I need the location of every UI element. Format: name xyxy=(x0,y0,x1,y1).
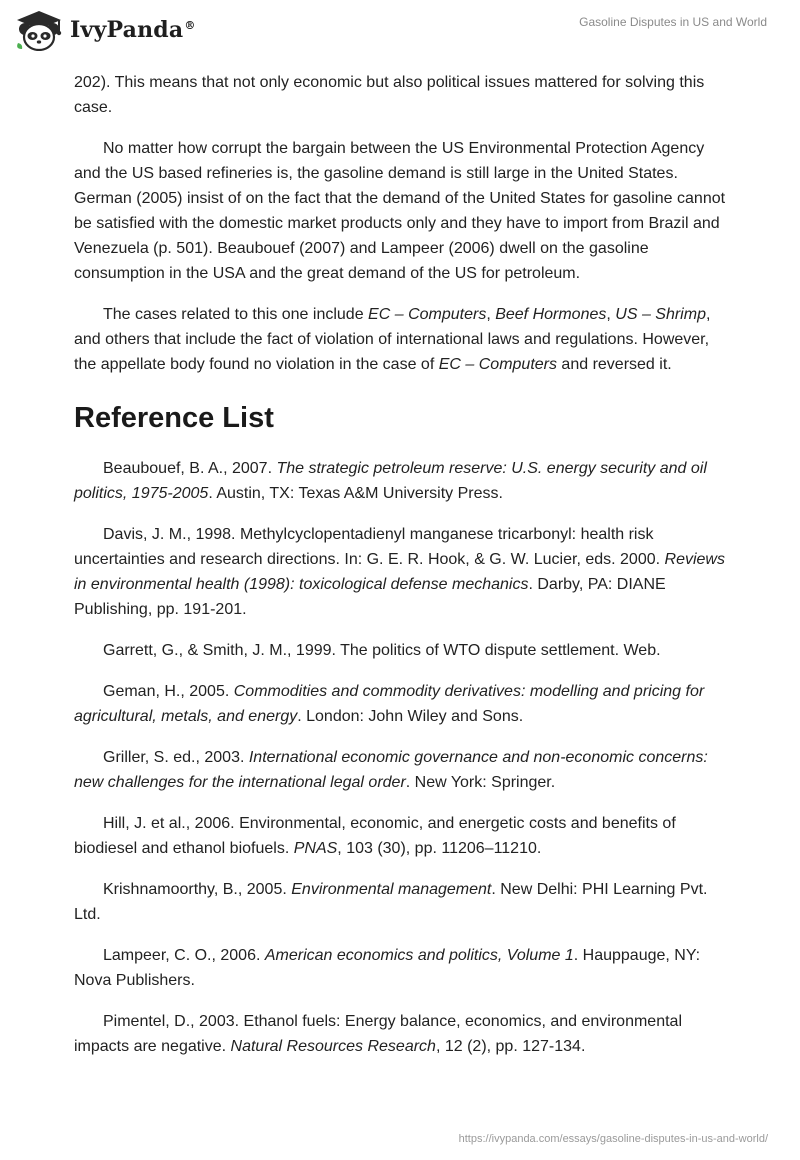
reference-item: Lampeer, C. O., 2006. American economics and politics, Volume 1. Hauppauge, NY: Nova Publishers. xyxy=(74,947,701,989)
page-title: Gasoline Disputes in US and World xyxy=(579,15,767,29)
reference-list-heading: Reference List xyxy=(74,402,274,434)
reference-item: Beaubouef, B. A., 2007. The strategic petroleum reserve: U.S. energy security and oil politics, 1975-2005. Austin, TX: Texas A&M University Press. xyxy=(74,460,707,502)
panda-logo-icon xyxy=(14,9,64,51)
paragraph-2: No matter how corrupt the bargain between the US Environmental Protection Agency and the US based refineries is, the gasoline demand is still large in the United States. German (2005) insist of on the fact that the demand of the United States for gasoline cannot be satisfied with the domestic market products only and they have to import from Brazil and Venezuela (p. 501). Beaubouef (2007) and Lampeer (2006) dwell on the gasoline consumption in the USA and the great demand of the US for petroleum. xyxy=(74,140,726,282)
page-header xyxy=(0,0,800,60)
reference-item: Geman, H., 2005. Commodities and commodity derivatives: modelling and pricing for agricultural, metals, and energy. London: John Wiley and Sons. xyxy=(74,683,705,725)
source-url[interactable]: https://ivypanda.com/essays/gasoline-disputes-in-us-and-world/ xyxy=(458,1133,768,1145)
paragraph-3: The cases related to this one include EC – Computers, Beef Hormones, US – Shrimp, and others that include the fact of violation of international laws and regulations. However, the appellate body found no violation in the case of EC – Computers and reversed it. xyxy=(74,306,711,373)
logo-text: IvyPanda® xyxy=(70,17,196,43)
reference-item: Krishnamoorthy, B., 2005. Environmental management. New Delhi: PHI Learning Pvt. Ltd. xyxy=(74,881,708,923)
logo[interactable] xyxy=(14,9,196,51)
reference-item: Pimentel, D., 2003. Ethanol fuels: Energy balance, economics, and environmental impacts are negative. Natural Resources Research, 12 (2), pp. 127-134. xyxy=(74,1013,682,1055)
reference-item: Hill, J. et al., 2006. Environmental, economic, and energetic costs and benefits of biodiesel and ethanol biofuels. PNAS, 103 (30), pp. 11206–11210. xyxy=(74,815,676,857)
paragraph-1: 202). This means that not only economic but also political issues mattered for solving this case. xyxy=(74,74,705,116)
essay-content xyxy=(74,70,728,1075)
reference-item: Garrett, G., & Smith, J. M., 1999. The politics of WTO dispute settlement. Web. xyxy=(103,642,661,659)
reference-item: Davis, J. M., 1998. Methylcyclopentadienyl manganese tricarbonyl: health risk uncertainties and research directions. In: G. E. R. Hook, & G. W. Lucier, eds. 2000. Reviews in environmental health (1998): toxicological defense mechanics. Darby, PA: DIANE Publishing, pp. 191-201. xyxy=(74,526,725,618)
reference-item: Griller, S. ed., 2003. International economic governance and non-economic concerns: new challenges for the international legal order. New York: Springer. xyxy=(74,749,708,791)
